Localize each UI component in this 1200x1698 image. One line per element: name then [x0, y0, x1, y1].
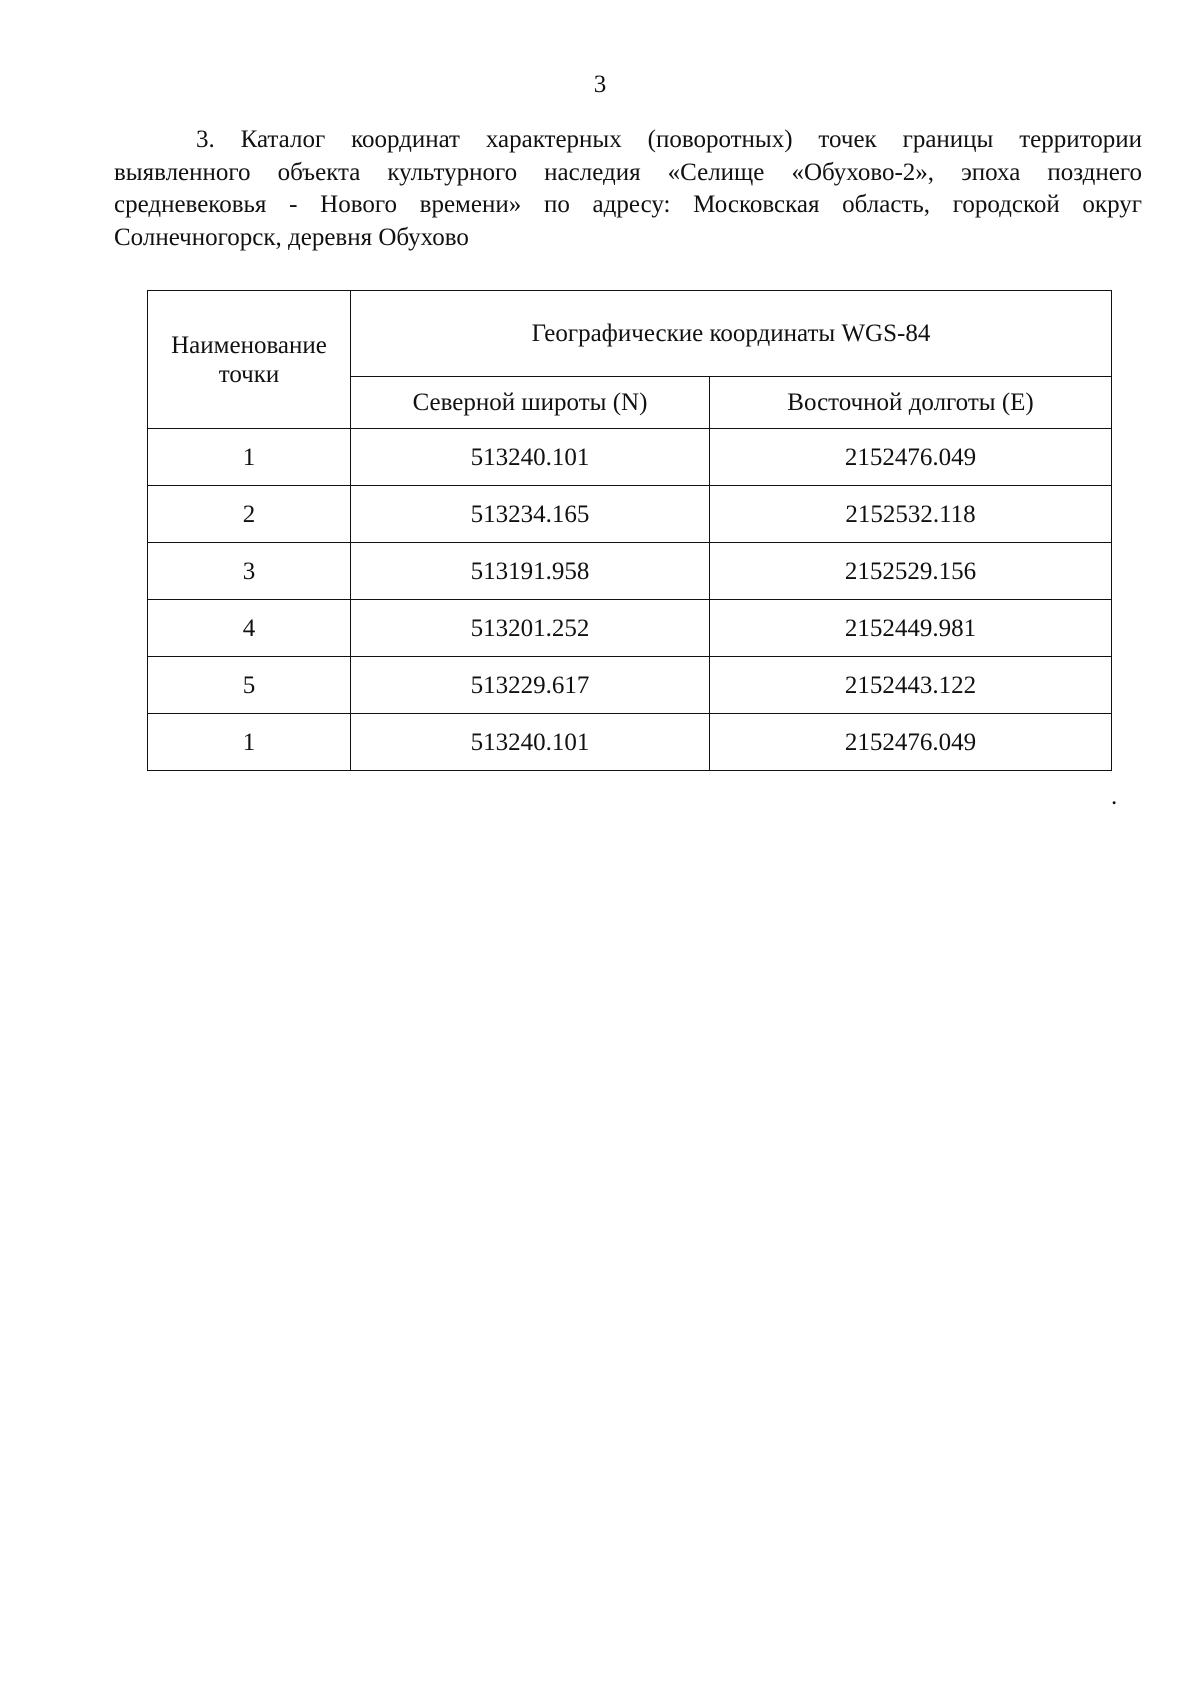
- point-cell: 2: [148, 486, 351, 543]
- point-cell: 1: [148, 714, 351, 771]
- north-cell: 513234.165: [351, 486, 710, 543]
- north-cell: 513229.617: [351, 657, 710, 714]
- east-cell: 2152529.156: [710, 543, 1112, 600]
- east-cell: 2152449.981: [710, 600, 1112, 657]
- east-cell: 2152476.049: [710, 714, 1112, 771]
- page-number: 3: [593, 71, 607, 98]
- coordinates-table: [147, 290, 1112, 771]
- point-cell: 1: [148, 429, 351, 486]
- east-cell: 2152443.122: [710, 657, 1112, 714]
- point-cell: 3: [148, 543, 351, 600]
- point-cell: 5: [148, 657, 351, 714]
- east-cell: 2152532.118: [710, 486, 1112, 543]
- header-geo-coordinates: Географические координаты WGS-84: [351, 291, 1112, 377]
- north-cell: 513240.101: [351, 714, 710, 771]
- trailing-period: .: [1111, 783, 1118, 810]
- north-cell: 513240.101: [351, 429, 710, 486]
- table-row: [148, 429, 1112, 486]
- table-row: [148, 486, 1112, 543]
- header-point-name: Наименование точки: [148, 291, 351, 429]
- table-row: [148, 543, 1112, 600]
- point-cell: 4: [148, 600, 351, 657]
- table-row: [148, 600, 1112, 657]
- catalog-description: 3. Каталог координат характерных (поворотных) точек границы территории выявленного объекта культурного наследия «Селище «Обухово-2», эпоха позднего средневековья - Нового времени» по адресу: Московская область, городской округ Солнечногорск, деревня Обухово: [114, 126, 1142, 251]
- header-east-longitude: Восточной долготы (E): [710, 377, 1112, 429]
- north-cell: 513191.958: [351, 543, 710, 600]
- header-north-latitude: Северной широты (N): [351, 377, 710, 429]
- table-row: [148, 657, 1112, 714]
- north-cell: 513201.252: [351, 600, 710, 657]
- east-cell: 2152476.049: [710, 429, 1112, 486]
- table-row: [148, 714, 1112, 771]
